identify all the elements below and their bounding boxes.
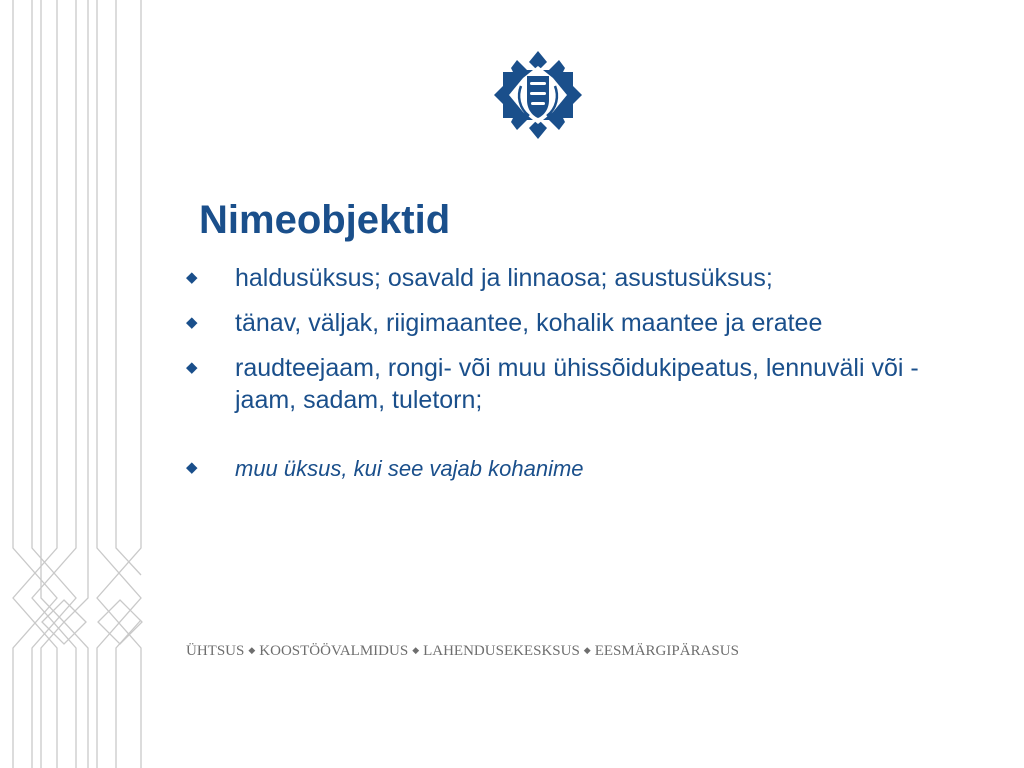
footer-word: EESMÄRGIPÄRASUS — [594, 643, 739, 659]
bullet-text: tänav, väljak, riigimaantee, kohalik maantee ja eratee — [235, 309, 823, 337]
bullet-item — [186, 352, 956, 416]
bullet-item — [186, 452, 956, 485]
diamond-bullet-icon: ◆ — [186, 459, 198, 476]
footer-separator-icon: ◆ — [248, 645, 256, 655]
bullet-item — [186, 262, 956, 294]
footer-word: LAHENDUSEKESKSUS — [423, 643, 580, 659]
diamond-bullet-icon: ◆ — [186, 314, 198, 331]
bullet-text: muu üksus, kui see vajab kohanime — [235, 456, 584, 481]
bullet-item — [186, 307, 956, 339]
footer-word: ÜHTSUS — [186, 643, 245, 659]
coat-of-arms-logo-icon — [493, 50, 583, 140]
footer-word: KOOSTÖÖVALMIDUS — [259, 643, 409, 659]
bullet-text: raudteejaam, rongi- või muu ühissõidukipeatus, lennuväli või -jaam, sadam, tuletorn; — [235, 354, 919, 414]
bullet-list — [186, 262, 956, 498]
bullet-text: haldusüksus; osavald ja linnaosa; asustusüksus; — [235, 264, 773, 292]
footer-separator-icon: ◆ — [412, 645, 420, 655]
left-ornament-decoration — [0, 0, 150, 768]
values-footer — [186, 640, 739, 663]
diamond-bullet-icon: ◆ — [186, 359, 198, 376]
diamond-bullet-icon: ◆ — [186, 269, 198, 286]
slide-title: Nimeobjektid — [199, 198, 451, 242]
footer-separator-icon: ◆ — [583, 645, 591, 655]
